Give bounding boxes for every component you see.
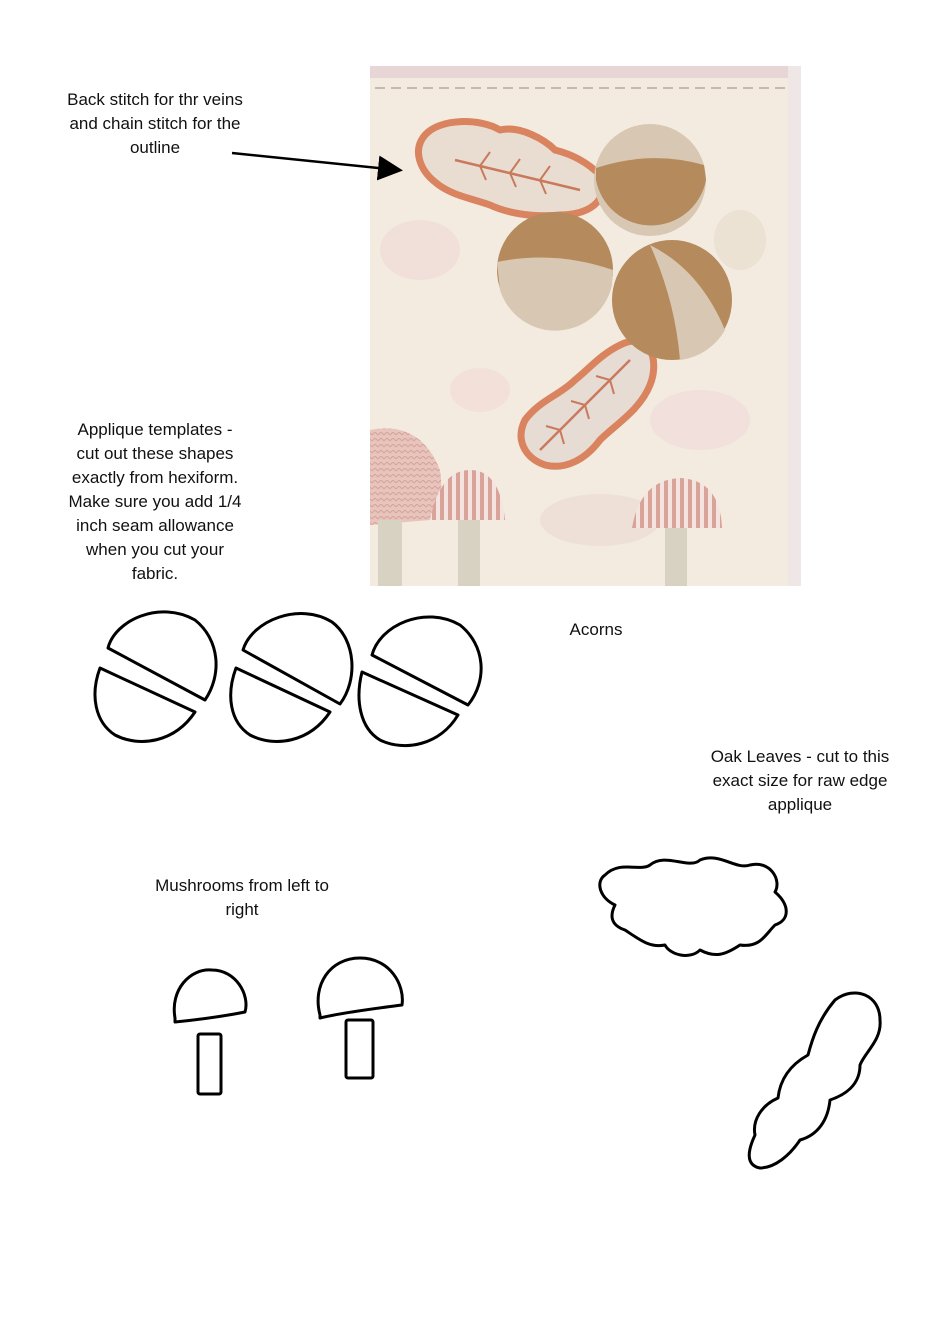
oak-leaf-template-2 [749,993,880,1168]
stitch-instruction: Back stitch for thr veins and chain stitch for the outline [67,90,243,157]
mushrooms-label: Mushrooms from left to right [155,876,329,919]
oak-leaves-label: Oak Leaves - cut to this exact size for raw edge applique [710,747,890,814]
mushroom-template-right [318,958,402,1078]
acorn-template-3 [359,617,481,746]
acorns-label: Acorns [569,620,623,639]
acorn-template-1 [95,612,216,742]
acorn-templates [95,612,481,746]
acorn-photo-3 [612,240,732,360]
oak-leaf-template-1 [600,858,786,956]
mushroom-templates [174,958,402,1094]
acorn-photo-2 [497,212,613,331]
acorn-template-2 [231,614,352,742]
acorn-photo-1 [594,124,706,236]
embroidered-applique-photo [370,66,801,586]
oak-leaf-templates [600,858,880,1168]
applique-instruction: Applique templates - cut out these shapes exactly from hexiform. Make sure you add 1/4 inch seam allowance when you cut your fabric. [68,420,242,583]
mushroom-template-left [174,970,246,1094]
